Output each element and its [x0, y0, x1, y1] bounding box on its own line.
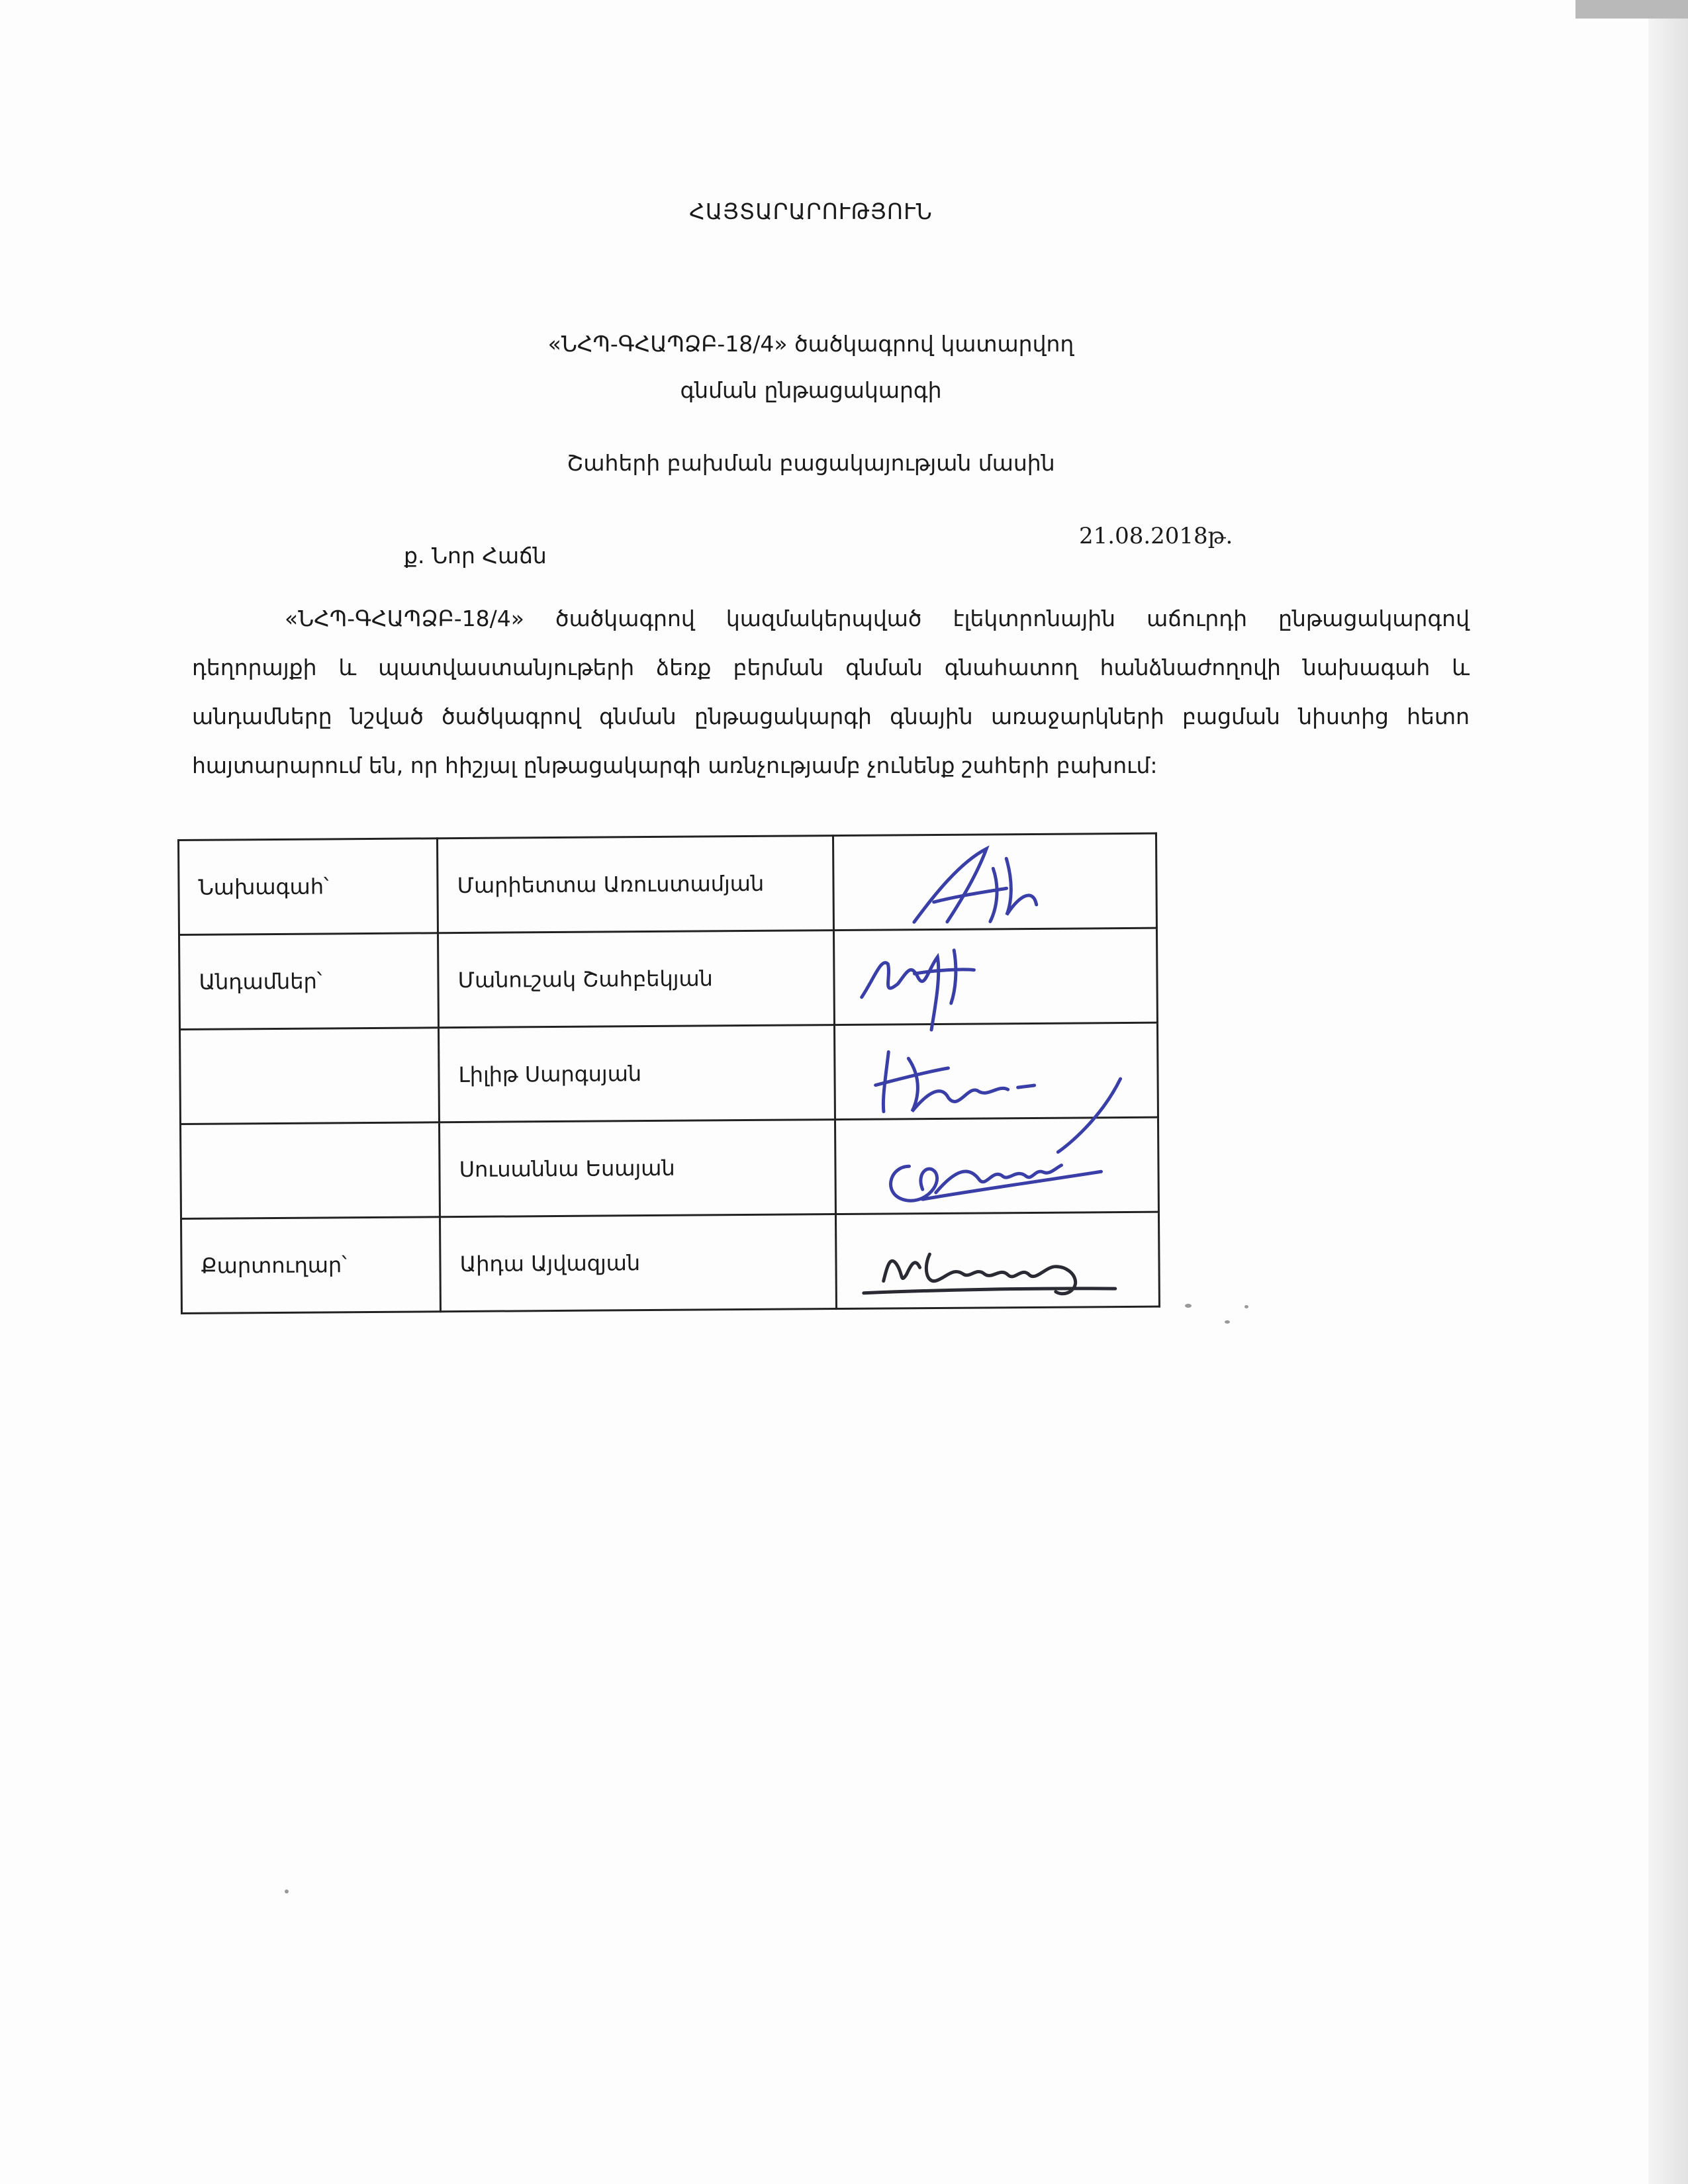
signature-row — [181, 1212, 1160, 1313]
signature-table — [177, 833, 1160, 1314]
scan-speck — [285, 1889, 289, 1893]
role-cell: Անդամներ՝ — [179, 933, 439, 1030]
document-subtitle-line1: «ՆՀՊ-ԳՀԱՊՁԲ-18/4» ծածկագրով կատարվող — [547, 331, 1074, 357]
scan-speck — [1185, 1304, 1192, 1308]
role-cell — [181, 1122, 440, 1219]
name-cell: Մանուշակ Շահբեկյան — [438, 931, 835, 1028]
scan-speck — [1244, 1305, 1248, 1308]
document-subtitle-line2: գնման ընթացակարգի — [680, 377, 942, 403]
signature-secretary — [837, 1200, 1149, 1321]
name-cell: Մարիետտա Առուստամյան — [438, 836, 834, 933]
scan-corner-mark — [1575, 0, 1688, 19]
document-date: 21.08.2018թ. — [1079, 523, 1233, 549]
scan-shadow-edge — [1648, 0, 1688, 2184]
document-place: ք. Նոր Հաճն — [404, 543, 547, 569]
document-body: «ՆՀՊ-ԳՀԱՊՁԲ-18/4» ծածկագրով կազմակերպված էլեկտրոնային աճուրդի ընթացակարգով դեղորայքի և պատվաստանյութերի ձեռք բերման գնման գնահատող հանձնաժողովի նախագահ և անդամները նշված ծածկագրով գնման ընթացակարգի գնային առաջարկների բացման նիստից հետո հայտարարում են, որ հիշյալ ընթացակարգի առնչությամբ չունենք շահերի բախում: — [192, 606, 1470, 778]
name-cell: Լիլիթ Սարգսյան — [439, 1025, 835, 1122]
document-subject: Շահերի բախման բացակայության մասին — [567, 450, 1055, 476]
role-cell — [180, 1028, 440, 1124]
scan-speck — [1225, 1320, 1230, 1324]
name-cell: Սուսաննա Եսայան — [440, 1120, 836, 1217]
document-title: ՀԱՅՏԱՐԱՐՈՒԹՅՈՒՆ — [689, 199, 933, 224]
signature-cell — [835, 1212, 1159, 1308]
name-cell: Աիդա Այվազյան — [440, 1214, 837, 1312]
role-cell: Քարտուղար՝ — [181, 1217, 441, 1314]
role-cell: Նախագահ՝ — [179, 839, 438, 935]
